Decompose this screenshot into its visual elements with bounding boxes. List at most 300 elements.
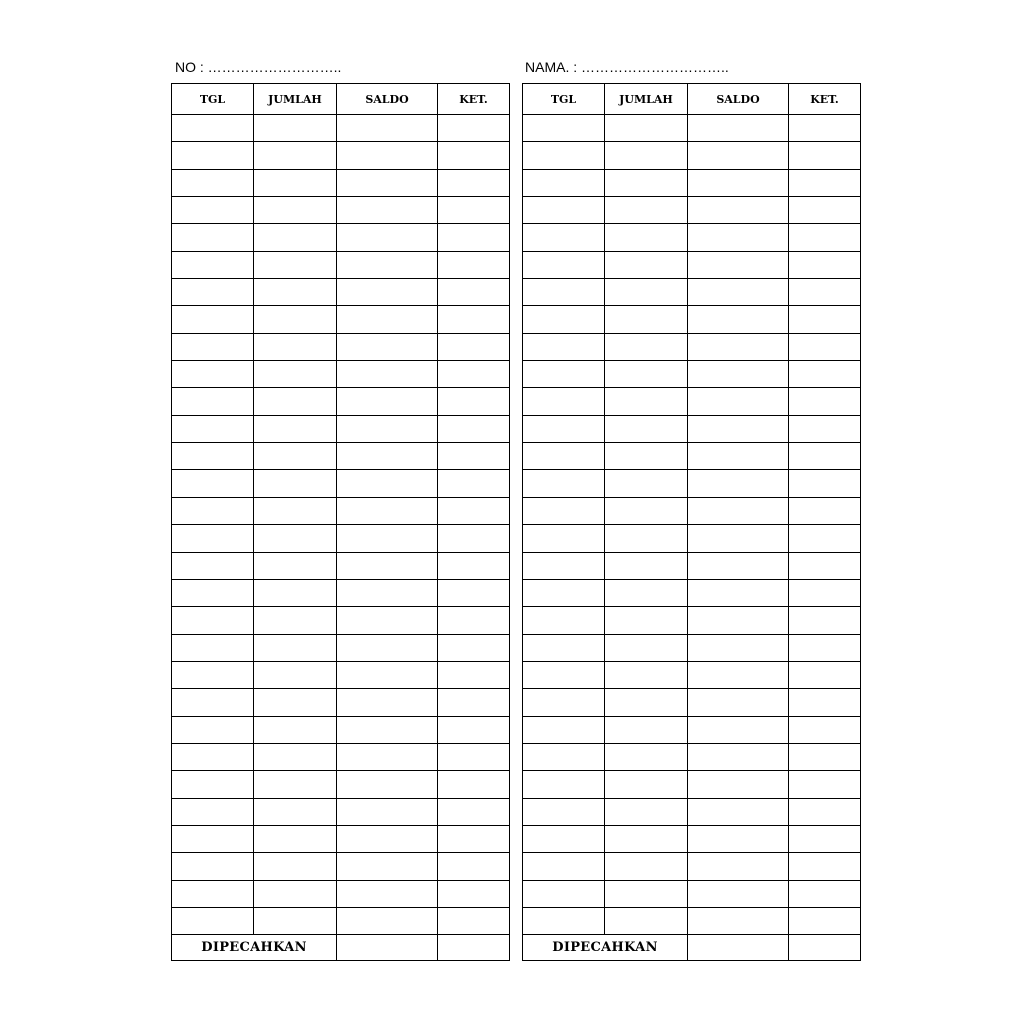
- saldo-cell[interactable]: [688, 470, 789, 497]
- jumlah-cell[interactable]: [605, 115, 688, 142]
- ket-cell[interactable]: [789, 579, 861, 606]
- ledger-row: [523, 579, 861, 606]
- jumlah-cell[interactable]: [254, 907, 337, 934]
- tgl-cell[interactable]: [172, 634, 254, 661]
- dipecahkan-saldo-cell[interactable]: [337, 935, 438, 961]
- tgl-cell[interactable]: [172, 853, 254, 880]
- jumlah-cell[interactable]: [254, 415, 337, 442]
- tgl-cell[interactable]: [172, 142, 254, 169]
- ket-cell[interactable]: [789, 798, 861, 825]
- jumlah-cell[interactable]: [254, 279, 337, 306]
- ket-cell[interactable]: [789, 279, 861, 306]
- ledger-row: [172, 470, 510, 497]
- tgl-cell[interactable]: [523, 689, 605, 716]
- jumlah-cell[interactable]: [605, 689, 688, 716]
- saldo-cell[interactable]: [688, 224, 789, 251]
- ket-cell[interactable]: [789, 552, 861, 579]
- tgl-cell[interactable]: [172, 115, 254, 142]
- saldo-cell[interactable]: [688, 115, 789, 142]
- jumlah-cell[interactable]: [605, 251, 688, 278]
- saldo-cell[interactable]: [337, 552, 438, 579]
- ledger-row: [172, 798, 510, 825]
- ket-cell[interactable]: [789, 169, 861, 196]
- ledger-header-row: [523, 84, 861, 115]
- jumlah-cell[interactable]: [605, 361, 688, 388]
- jumlah-cell[interactable]: [605, 306, 688, 333]
- ket-cell[interactable]: [789, 115, 861, 142]
- jumlah-cell[interactable]: [254, 361, 337, 388]
- jumlah-cell[interactable]: [605, 743, 688, 770]
- jumlah-cell[interactable]: [254, 497, 337, 524]
- tgl-cell[interactable]: [172, 169, 254, 196]
- saldo-cell[interactable]: [688, 279, 789, 306]
- saldo-cell[interactable]: [337, 142, 438, 169]
- jumlah-cell[interactable]: [254, 470, 337, 497]
- jumlah-cell[interactable]: [254, 825, 337, 852]
- ket-cell[interactable]: [438, 224, 510, 251]
- dipecahkan-saldo-cell[interactable]: [688, 935, 789, 961]
- tgl-cell[interactable]: [523, 634, 605, 661]
- jumlah-cell[interactable]: [605, 279, 688, 306]
- jumlah-cell[interactable]: [605, 798, 688, 825]
- ledger-row: [172, 443, 510, 470]
- saldo-cell[interactable]: [337, 907, 438, 934]
- jumlah-cell[interactable]: [605, 825, 688, 852]
- jumlah-cell[interactable]: [254, 388, 337, 415]
- saldo-cell[interactable]: [337, 525, 438, 552]
- jumlah-cell[interactable]: [254, 443, 337, 470]
- saldo-cell[interactable]: [688, 142, 789, 169]
- ledger-row: [523, 415, 861, 442]
- jumlah-cell[interactable]: [254, 552, 337, 579]
- saldo-cell[interactable]: [688, 661, 789, 688]
- tgl-cell[interactable]: [523, 306, 605, 333]
- tgl-cell[interactable]: [172, 333, 254, 360]
- tgl-cell[interactable]: [172, 251, 254, 278]
- dipecahkan-ket-cell[interactable]: [789, 935, 861, 961]
- column-header-tgl: TGL: [523, 84, 605, 115]
- ledger-table-left: [171, 83, 510, 961]
- ledger-row: [523, 853, 861, 880]
- tgl-cell[interactable]: [523, 388, 605, 415]
- ledger-row: [523, 661, 861, 688]
- saldo-cell[interactable]: [688, 388, 789, 415]
- tgl-cell[interactable]: [523, 169, 605, 196]
- ket-cell[interactable]: [789, 634, 861, 661]
- ledger-row: [172, 579, 510, 606]
- tgl-cell[interactable]: [172, 607, 254, 634]
- jumlah-cell[interactable]: [254, 689, 337, 716]
- ledger-row: [172, 552, 510, 579]
- ket-cell[interactable]: [789, 825, 861, 852]
- ket-cell[interactable]: [438, 825, 510, 852]
- jumlah-cell[interactable]: [605, 853, 688, 880]
- tgl-cell[interactable]: [172, 880, 254, 907]
- jumlah-cell[interactable]: [605, 661, 688, 688]
- ket-cell[interactable]: [438, 880, 510, 907]
- ledger-row: [523, 825, 861, 852]
- ket-cell[interactable]: [438, 579, 510, 606]
- saldo-cell[interactable]: [688, 771, 789, 798]
- saldo-cell[interactable]: [337, 497, 438, 524]
- jumlah-cell[interactable]: [254, 251, 337, 278]
- ket-cell[interactable]: [438, 497, 510, 524]
- saldo-cell[interactable]: [688, 169, 789, 196]
- ket-cell[interactable]: [438, 689, 510, 716]
- tgl-cell[interactable]: [523, 443, 605, 470]
- ket-cell[interactable]: [438, 525, 510, 552]
- ket-cell[interactable]: [789, 907, 861, 934]
- ledger-row: [523, 306, 861, 333]
- jumlah-cell[interactable]: [254, 115, 337, 142]
- ket-cell[interactable]: [438, 552, 510, 579]
- column-header-saldo: SALDO: [337, 84, 438, 115]
- tgl-cell[interactable]: [523, 525, 605, 552]
- ledger-row: [172, 497, 510, 524]
- tgl-cell[interactable]: [523, 415, 605, 442]
- tgl-cell[interactable]: [172, 771, 254, 798]
- tgl-cell[interactable]: [172, 497, 254, 524]
- saldo-cell[interactable]: [337, 169, 438, 196]
- tgl-cell[interactable]: [172, 279, 254, 306]
- ledger-footer-row: [523, 935, 861, 961]
- ket-cell[interactable]: [789, 470, 861, 497]
- saldo-cell[interactable]: [688, 689, 789, 716]
- ket-cell[interactable]: [438, 115, 510, 142]
- ledger-row: [523, 607, 861, 634]
- saldo-cell[interactable]: [688, 607, 789, 634]
- saldo-cell[interactable]: [688, 333, 789, 360]
- ledger-row: [523, 552, 861, 579]
- jumlah-cell[interactable]: [254, 661, 337, 688]
- ket-cell[interactable]: [438, 415, 510, 442]
- tgl-cell[interactable]: [172, 306, 254, 333]
- saldo-cell[interactable]: [337, 798, 438, 825]
- saldo-cell[interactable]: [688, 361, 789, 388]
- jumlah-cell[interactable]: [605, 579, 688, 606]
- jumlah-cell[interactable]: [605, 224, 688, 251]
- ket-cell[interactable]: [438, 907, 510, 934]
- tgl-cell[interactable]: [523, 552, 605, 579]
- saldo-cell[interactable]: [337, 251, 438, 278]
- ket-cell[interactable]: [438, 197, 510, 224]
- saldo-cell[interactable]: [337, 361, 438, 388]
- saldo-cell[interactable]: [688, 579, 789, 606]
- ledger-row: [523, 470, 861, 497]
- ket-cell[interactable]: [789, 361, 861, 388]
- ket-cell[interactable]: [789, 853, 861, 880]
- ket-cell[interactable]: [438, 169, 510, 196]
- ledger-row: [523, 689, 861, 716]
- tgl-cell[interactable]: [172, 907, 254, 934]
- tgl-cell[interactable]: [523, 798, 605, 825]
- ket-cell[interactable]: [789, 224, 861, 251]
- jumlah-cell[interactable]: [254, 771, 337, 798]
- no-field-label: NO : ………………………..: [175, 59, 342, 75]
- tgl-cell[interactable]: [523, 470, 605, 497]
- jumlah-cell[interactable]: [254, 525, 337, 552]
- ledger-body-right: [523, 115, 861, 935]
- saldo-cell[interactable]: [337, 825, 438, 852]
- tgl-cell[interactable]: [172, 825, 254, 852]
- ledger-row: [172, 825, 510, 852]
- ledger-row: [172, 197, 510, 224]
- ket-cell[interactable]: [789, 880, 861, 907]
- jumlah-cell[interactable]: [254, 634, 337, 661]
- saldo-cell[interactable]: [337, 279, 438, 306]
- jumlah-cell[interactable]: [605, 907, 688, 934]
- saldo-cell[interactable]: [337, 771, 438, 798]
- nama-field-label: NAMA. : …………………………..: [525, 59, 729, 75]
- saldo-cell[interactable]: [337, 634, 438, 661]
- saldo-cell[interactable]: [688, 525, 789, 552]
- saldo-cell[interactable]: [688, 306, 789, 333]
- saldo-cell[interactable]: [688, 825, 789, 852]
- saldo-cell[interactable]: [688, 798, 789, 825]
- jumlah-cell[interactable]: [605, 525, 688, 552]
- tgl-cell[interactable]: [172, 224, 254, 251]
- jumlah-cell[interactable]: [254, 743, 337, 770]
- ket-cell[interactable]: [789, 142, 861, 169]
- jumlah-cell[interactable]: [605, 607, 688, 634]
- saldo-cell[interactable]: [337, 689, 438, 716]
- tgl-cell[interactable]: [523, 607, 605, 634]
- ket-cell[interactable]: [438, 251, 510, 278]
- ledger-row: [523, 197, 861, 224]
- ledger-row: [523, 251, 861, 278]
- jumlah-cell[interactable]: [605, 169, 688, 196]
- saldo-cell[interactable]: [337, 607, 438, 634]
- jumlah-cell[interactable]: [254, 853, 337, 880]
- saldo-cell[interactable]: [688, 251, 789, 278]
- saldo-cell[interactable]: [688, 552, 789, 579]
- saldo-cell[interactable]: [688, 443, 789, 470]
- tgl-cell[interactable]: [523, 716, 605, 743]
- jumlah-cell[interactable]: [605, 552, 688, 579]
- tgl-cell[interactable]: [523, 115, 605, 142]
- tgl-cell[interactable]: [523, 880, 605, 907]
- ket-cell[interactable]: [438, 142, 510, 169]
- ket-cell[interactable]: [438, 716, 510, 743]
- jumlah-cell[interactable]: [605, 388, 688, 415]
- tgl-cell[interactable]: [172, 525, 254, 552]
- saldo-cell[interactable]: [337, 661, 438, 688]
- tgl-cell[interactable]: [523, 497, 605, 524]
- ket-cell[interactable]: [789, 388, 861, 415]
- ledger-row: [523, 907, 861, 934]
- saldo-cell[interactable]: [688, 853, 789, 880]
- tgl-cell[interactable]: [172, 197, 254, 224]
- tgl-cell[interactable]: [172, 470, 254, 497]
- saldo-cell[interactable]: [688, 907, 789, 934]
- jumlah-cell[interactable]: [605, 497, 688, 524]
- ket-cell[interactable]: [789, 607, 861, 634]
- saldo-cell[interactable]: [337, 333, 438, 360]
- ledger-row: [523, 115, 861, 142]
- ket-cell[interactable]: [438, 634, 510, 661]
- saldo-cell[interactable]: [337, 388, 438, 415]
- jumlah-cell[interactable]: [605, 443, 688, 470]
- column-header-jumlah: JUMLAH: [254, 84, 337, 115]
- ledger-row: [523, 388, 861, 415]
- saldo-cell[interactable]: [337, 443, 438, 470]
- column-header-saldo: SALDO: [688, 84, 789, 115]
- ket-cell[interactable]: [438, 333, 510, 360]
- saldo-cell[interactable]: [688, 634, 789, 661]
- ket-cell[interactable]: [789, 716, 861, 743]
- ket-cell[interactable]: [438, 279, 510, 306]
- ledger-row: [172, 661, 510, 688]
- saldo-cell[interactable]: [688, 880, 789, 907]
- saldo-cell[interactable]: [688, 716, 789, 743]
- dipecahkan-label: DIPECAHKAN: [523, 935, 688, 961]
- jumlah-cell[interactable]: [605, 771, 688, 798]
- ledger-row: [523, 333, 861, 360]
- saldo-cell[interactable]: [337, 880, 438, 907]
- ledger-row: [172, 415, 510, 442]
- saldo-cell[interactable]: [337, 415, 438, 442]
- jumlah-cell[interactable]: [254, 333, 337, 360]
- tgl-cell[interactable]: [523, 853, 605, 880]
- jumlah-cell[interactable]: [254, 880, 337, 907]
- tgl-cell[interactable]: [523, 361, 605, 388]
- tgl-cell[interactable]: [523, 279, 605, 306]
- jumlah-cell[interactable]: [605, 716, 688, 743]
- saldo-cell[interactable]: [337, 470, 438, 497]
- ledger-row: [523, 743, 861, 770]
- ket-cell[interactable]: [438, 743, 510, 770]
- jumlah-cell[interactable]: [605, 415, 688, 442]
- ket-cell[interactable]: [438, 798, 510, 825]
- ket-cell[interactable]: [789, 251, 861, 278]
- tgl-cell[interactable]: [172, 661, 254, 688]
- ket-cell[interactable]: [438, 443, 510, 470]
- saldo-cell[interactable]: [337, 224, 438, 251]
- jumlah-cell[interactable]: [605, 880, 688, 907]
- jumlah-cell[interactable]: [605, 333, 688, 360]
- ledger-row: [523, 880, 861, 907]
- tgl-cell[interactable]: [523, 251, 605, 278]
- jumlah-cell[interactable]: [254, 224, 337, 251]
- tgl-cell[interactable]: [523, 224, 605, 251]
- tgl-cell[interactable]: [172, 552, 254, 579]
- ket-cell[interactable]: [438, 771, 510, 798]
- dipecahkan-ket-cell[interactable]: [438, 935, 510, 961]
- tgl-cell[interactable]: [172, 443, 254, 470]
- ket-cell[interactable]: [789, 771, 861, 798]
- jumlah-cell[interactable]: [254, 306, 337, 333]
- ket-cell[interactable]: [789, 497, 861, 524]
- tgl-cell[interactable]: [523, 661, 605, 688]
- saldo-cell[interactable]: [337, 743, 438, 770]
- tgl-cell[interactable]: [523, 333, 605, 360]
- jumlah-cell[interactable]: [605, 142, 688, 169]
- jumlah-cell[interactable]: [254, 142, 337, 169]
- ledger-row: [523, 361, 861, 388]
- ket-cell[interactable]: [789, 415, 861, 442]
- jumlah-cell[interactable]: [254, 607, 337, 634]
- ket-cell[interactable]: [438, 853, 510, 880]
- ket-cell[interactable]: [789, 333, 861, 360]
- saldo-cell[interactable]: [337, 115, 438, 142]
- ket-cell[interactable]: [438, 607, 510, 634]
- jumlah-cell[interactable]: [605, 470, 688, 497]
- ledger-row: [523, 634, 861, 661]
- ledger-header-row: [172, 84, 510, 115]
- tgl-cell[interactable]: [523, 743, 605, 770]
- jumlah-cell[interactable]: [254, 197, 337, 224]
- ledger-row: [172, 716, 510, 743]
- tgl-cell[interactable]: [172, 743, 254, 770]
- ket-cell[interactable]: [789, 306, 861, 333]
- dipecahkan-label: DIPECAHKAN: [172, 935, 337, 961]
- ledger-row: [523, 798, 861, 825]
- saldo-cell[interactable]: [337, 853, 438, 880]
- ket-cell[interactable]: [438, 388, 510, 415]
- ledger-row: [172, 689, 510, 716]
- tgl-cell[interactable]: [172, 798, 254, 825]
- tgl-cell[interactable]: [523, 907, 605, 934]
- saldo-cell[interactable]: [688, 497, 789, 524]
- jumlah-cell[interactable]: [605, 197, 688, 224]
- tgl-cell[interactable]: [523, 142, 605, 169]
- ket-cell[interactable]: [789, 525, 861, 552]
- ket-cell[interactable]: [438, 361, 510, 388]
- ledger-row: [172, 525, 510, 552]
- tgl-cell[interactable]: [523, 825, 605, 852]
- jumlah-cell[interactable]: [254, 169, 337, 196]
- ledger-row: [172, 907, 510, 934]
- saldo-cell[interactable]: [337, 306, 438, 333]
- ledger-row: [523, 443, 861, 470]
- ket-cell[interactable]: [789, 689, 861, 716]
- jumlah-cell[interactable]: [605, 634, 688, 661]
- saldo-cell[interactable]: [337, 716, 438, 743]
- tgl-cell[interactable]: [172, 361, 254, 388]
- ket-cell[interactable]: [789, 743, 861, 770]
- ledger-row: [172, 853, 510, 880]
- tgl-cell[interactable]: [172, 579, 254, 606]
- ledger-row: [523, 716, 861, 743]
- ket-cell[interactable]: [438, 306, 510, 333]
- tgl-cell[interactable]: [523, 197, 605, 224]
- tgl-cell[interactable]: [172, 716, 254, 743]
- saldo-cell[interactable]: [337, 579, 438, 606]
- column-header-jumlah: JUMLAH: [605, 84, 688, 115]
- saldo-cell[interactable]: [688, 415, 789, 442]
- tgl-cell[interactable]: [523, 579, 605, 606]
- ket-cell[interactable]: [789, 661, 861, 688]
- jumlah-cell[interactable]: [254, 716, 337, 743]
- ledger-table-right: [522, 83, 861, 961]
- ledger-row: [172, 169, 510, 196]
- jumlah-cell[interactable]: [254, 579, 337, 606]
- tgl-cell[interactable]: [523, 771, 605, 798]
- ket-cell[interactable]: [789, 197, 861, 224]
- tgl-cell[interactable]: [172, 689, 254, 716]
- ket-cell[interactable]: [438, 661, 510, 688]
- ket-cell[interactable]: [789, 443, 861, 470]
- tgl-cell[interactable]: [172, 415, 254, 442]
- ledger-row: [172, 224, 510, 251]
- ledger-row: [172, 142, 510, 169]
- saldo-cell[interactable]: [688, 197, 789, 224]
- jumlah-cell[interactable]: [254, 798, 337, 825]
- saldo-cell[interactable]: [688, 743, 789, 770]
- ket-cell[interactable]: [438, 470, 510, 497]
- tgl-cell[interactable]: [172, 388, 254, 415]
- saldo-cell[interactable]: [337, 197, 438, 224]
